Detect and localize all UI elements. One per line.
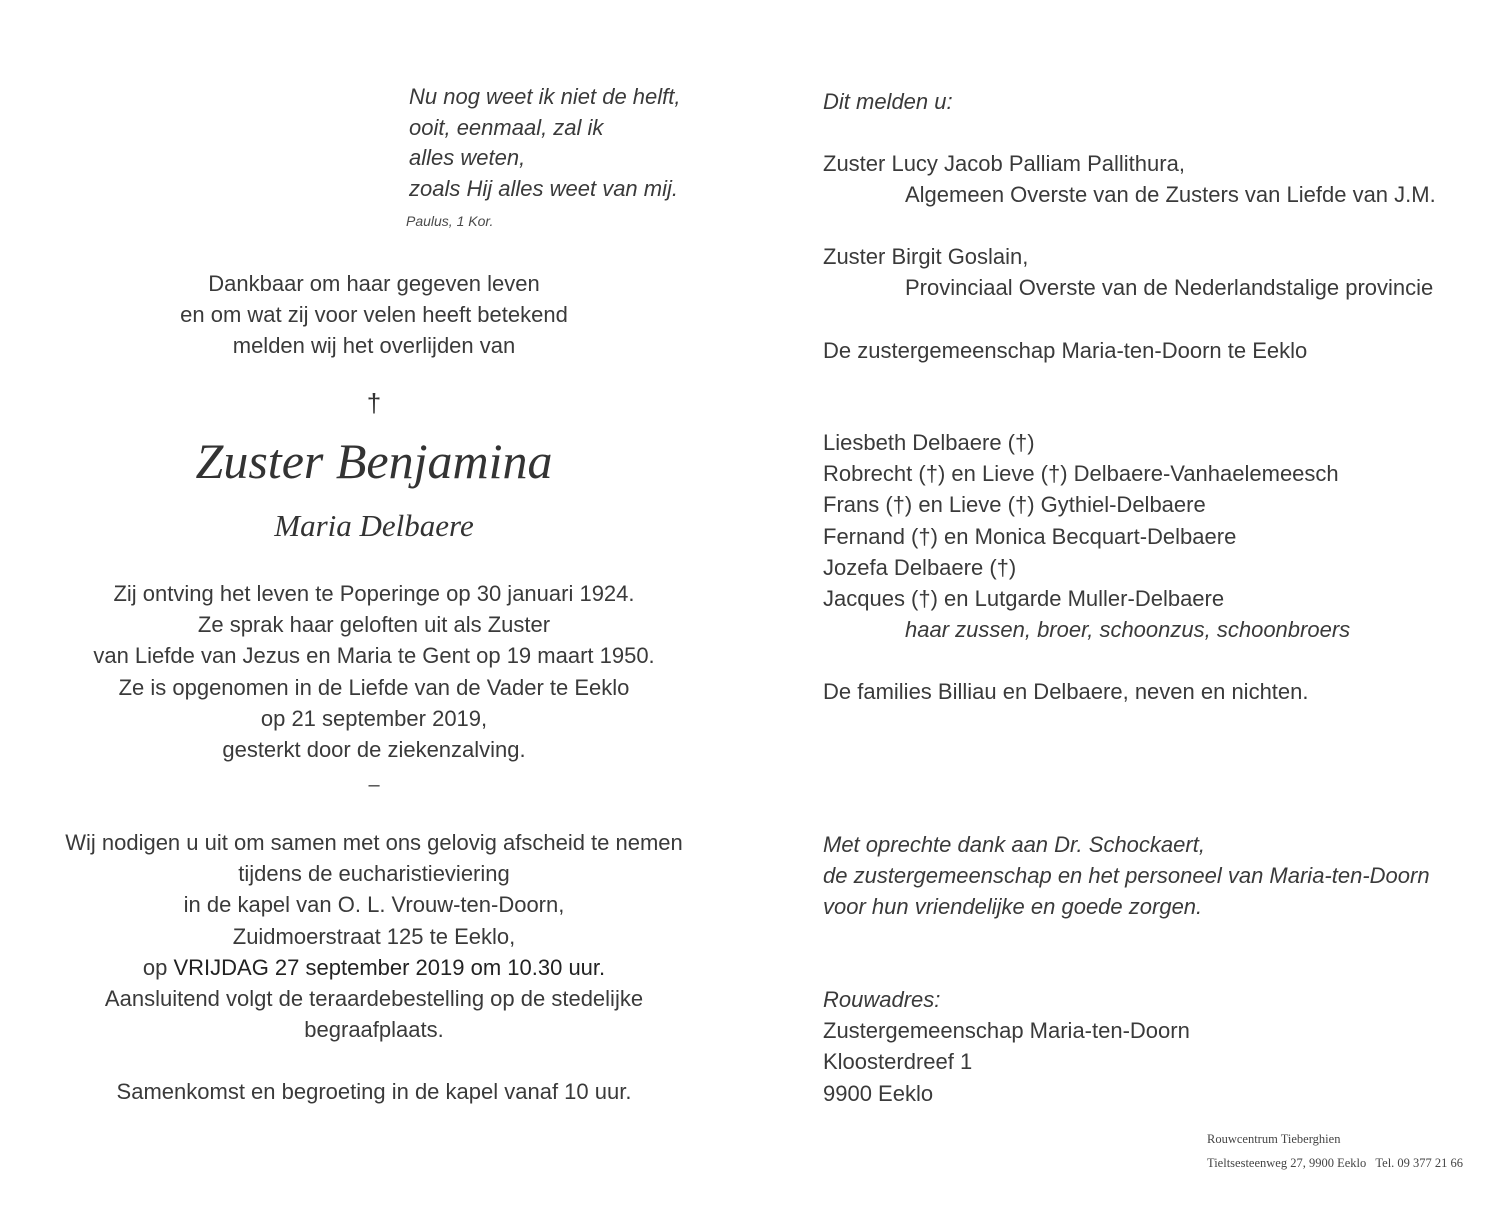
thanks-line: Met oprechte dank aan Dr. Schockaert, xyxy=(823,832,1205,857)
announcer-name: Zuster Lucy Jacob Palliam Pallithura, xyxy=(823,151,1185,176)
family-list xyxy=(823,427,1483,645)
family-member: Jozefa Delbaere (†) xyxy=(823,554,1017,580)
intro-line: en om wat zij voor velen heeft betekend xyxy=(180,302,568,328)
family-relation: haar zussen, broer, schoonzus, schoonbroers xyxy=(905,617,1351,643)
invitation-line: Zuidmoerstraat 125 te Eeklo, xyxy=(232,923,516,949)
life-line: Ze sprak haar geloften uit als Zuster xyxy=(197,612,551,638)
invitation-line: Wij nodigen u uit om samen met ons gelovig afscheid te nemen xyxy=(65,830,683,855)
family-member: Liesbeth Delbaere (†) xyxy=(823,430,1035,455)
intro-line: Dankbaar om haar gegeven leven xyxy=(208,271,540,296)
invitation-text xyxy=(30,827,718,1045)
life-line: Zij ontving het leven te Poperinge op 30 januari 1924. xyxy=(113,581,635,606)
address-line: 9900 Eeklo xyxy=(823,1080,934,1106)
funeral-date-line xyxy=(30,952,718,983)
thanks-text xyxy=(823,829,1483,923)
announcer-sister-2 xyxy=(823,241,1483,303)
funeral-date-prefix: op xyxy=(142,954,174,980)
announcer-role: Algemeen Overste van de Zusters van Liefde van J.M. xyxy=(905,182,1436,208)
poem-line: Nu nog weet ik niet de helft, xyxy=(409,84,681,109)
life-line: gesterkt door de ziekenzalving. xyxy=(222,737,526,763)
separator-dash: – xyxy=(368,774,380,796)
poem-quote xyxy=(409,82,681,204)
poem-source: Paulus, 1 Kor. xyxy=(406,213,494,229)
funeral-home-contact: Tieltsesteenweg 27, 9900 Eeklo Tel. 09 377 21 66 xyxy=(1207,1156,1464,1170)
family-member: Frans (†) en Lieve (†) Gythiel-Delbaere xyxy=(823,492,1206,518)
invitation-line: tijdens de eucharistieviering xyxy=(238,861,510,887)
cross-icon: † xyxy=(366,388,382,418)
family-member: Jacques (†) en Lutgarde Muller-Delbaere xyxy=(823,586,1225,612)
life-line: van Liefde van Jezus en Maria te Gent op 19 maart 1950. xyxy=(93,643,655,669)
address-line: Zustergemeenschap Maria-ten-Doorn xyxy=(823,1018,1190,1044)
announcer-sister-1 xyxy=(823,148,1483,210)
announcer-role: Provinciaal Overste van de Nederlandstalige provincie xyxy=(905,275,1434,301)
life-text xyxy=(30,578,718,765)
deceased-civil-name: Maria Delbaere xyxy=(274,508,474,543)
thanks-line: voor hun vriendelijke en goede zorgen. xyxy=(823,894,1203,920)
extended-family: De families Billiau en Delbaere, neven en nichten. xyxy=(823,679,1309,704)
address-label: Rouwadres: xyxy=(823,987,941,1012)
gathering-text: Samenkomst en begroeting in de kapel vanaf 10 uur. xyxy=(116,1079,632,1104)
life-line: Ze is opgenomen in de Liefde van de Vader te Eeklo xyxy=(118,674,630,700)
intro-text xyxy=(30,268,718,362)
poem-line: ooit, eenmaal, zal ik xyxy=(409,114,604,140)
announcer-community: De zustergemeenschap Maria-ten-Doorn te Eeklo xyxy=(823,338,1308,363)
thanks-line: de zustergemeenschap en het personeel van Maria-ten-Doorn xyxy=(823,863,1430,889)
invitation-line: Aansluitend volgt de teraardebestelling op de stedelijke xyxy=(104,986,644,1012)
invitation-line: in de kapel van O. L. Vrouw-ten-Doorn, xyxy=(183,892,565,918)
poem-line: alles weten, xyxy=(409,145,526,170)
announcers-heading: Dit melden u: xyxy=(823,89,953,114)
funeral-date: VRIJDAG 27 september 2019 om 10.30 uur. xyxy=(173,954,606,980)
invitation-line: begraafplaats. xyxy=(304,1017,444,1043)
poem-line: zoals Hij alles weet van mij. xyxy=(409,175,678,201)
deceased-name: Zuster Benjamina xyxy=(195,433,553,489)
announcer-name: Zuster Birgit Goslain, xyxy=(823,244,1029,269)
family-member: Robrecht (†) en Lieve (†) Delbaere-Vanhaelemeesch xyxy=(823,461,1339,487)
life-line: op 21 september 2019, xyxy=(260,705,488,731)
mourning-address xyxy=(823,984,1483,1109)
address-line: Kloosterdreef 1 xyxy=(823,1049,973,1075)
funeral-home-name: Rouwcentrum Tieberghien xyxy=(1207,1132,1341,1146)
intro-line: melden wij het overlijden van xyxy=(232,333,516,359)
family-member: Fernand (†) en Monica Becquart-Delbaere xyxy=(823,523,1237,549)
